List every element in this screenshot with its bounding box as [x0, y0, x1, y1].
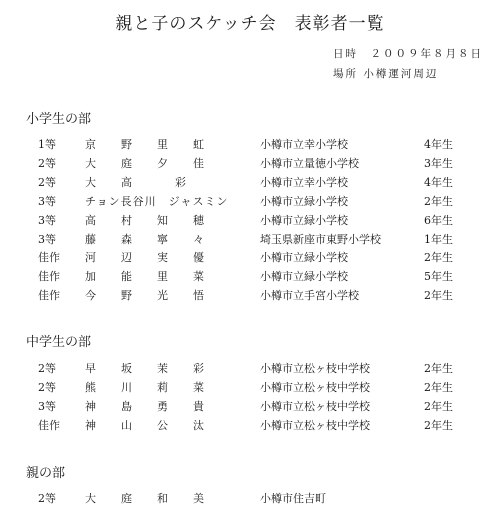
award-rank: 佳作 [38, 419, 60, 432]
document-title: 親と子のスケッチ会 表彰者一覧 [115, 14, 385, 34]
school-name: 小樽市立手宮小学校 [260, 289, 359, 302]
table-row [0, 193, 500, 211]
table-row [0, 249, 500, 267]
winner-name: 高 村 知 穂 [85, 214, 211, 227]
grade: 2年生 [424, 251, 453, 264]
award-rank: 2等 [38, 176, 56, 189]
grade: 4年生 [424, 176, 453, 189]
award-rank: 3等 [38, 233, 56, 246]
school-name: 小樽市立松ヶ枝中学校 [260, 400, 370, 413]
grade: 3年生 [424, 157, 453, 170]
school-name: 小樽市立松ヶ枝中学校 [260, 419, 370, 432]
table-row [0, 174, 500, 192]
school-name: 小樽市立量徳小学校 [260, 157, 359, 170]
table-row [0, 212, 500, 230]
winner-name: 今 野 光 悟 [85, 289, 211, 302]
school-name: 小樽市立幸小学校 [260, 176, 348, 189]
section-heading-junior-high: 中学生の部 [26, 335, 92, 350]
event-place: 場所 小樽運河周辺 [333, 68, 439, 80]
grade: 6年生 [424, 214, 453, 227]
table-row [0, 398, 500, 416]
grade: 2年生 [424, 400, 453, 413]
award-rank: 3等 [38, 214, 56, 227]
winner-name: 神 島 勇 貴 [85, 400, 211, 413]
school-name: 埼玉県新座市東野小学校 [260, 233, 381, 246]
table-row [0, 417, 500, 435]
grade: 2年生 [424, 362, 453, 375]
school-name: 小樽市立松ヶ枝中学校 [260, 362, 370, 375]
winner-name: 大 高 彩 [85, 176, 193, 189]
award-rank: 2等 [38, 492, 56, 505]
winner-name: 熊 川 莉 菜 [85, 381, 211, 394]
school-name: 小樽市立緑小学校 [260, 195, 348, 208]
award-rank: 2等 [38, 362, 56, 375]
award-rank: 佳作 [38, 270, 60, 283]
school-name: 小樽市立緑小学校 [260, 214, 348, 227]
grade: 2年生 [424, 381, 453, 394]
table-row [0, 231, 500, 249]
table-row [0, 379, 500, 397]
table-row [0, 490, 500, 508]
winner-name: 大 庭 和 美 [85, 492, 211, 505]
school-name: 小樽市立緑小学校 [260, 251, 348, 264]
school-name: 小樽市立松ヶ枝中学校 [260, 381, 370, 394]
award-rank: 3等 [38, 400, 56, 413]
winner-name: 河 辺 実 優 [85, 251, 211, 264]
grade: 1年生 [424, 233, 453, 246]
grade: 4年生 [424, 138, 453, 151]
grade: 2年生 [424, 289, 453, 302]
winner-name: チョン長谷川 ジャスミン [85, 195, 229, 208]
winner-name: 神 山 公 汰 [85, 419, 211, 432]
table-row [0, 268, 500, 286]
award-rank: 佳作 [38, 289, 60, 302]
winner-name: 早 坂 茉 彩 [85, 362, 211, 375]
section-heading-elementary: 小学生の部 [26, 112, 92, 127]
award-rank: 2等 [38, 157, 56, 170]
table-row [0, 287, 500, 305]
award-rank: 佳作 [38, 251, 60, 264]
award-rank: 1等 [38, 138, 56, 151]
address: 小樽市住吉町 [260, 492, 326, 505]
table-row [0, 155, 500, 173]
event-date: 日時 ２００９年８月８日 [333, 48, 483, 60]
award-rank: 2等 [38, 381, 56, 394]
school-name: 小樽市立幸小学校 [260, 138, 348, 151]
school-name: 小樽市立緑小学校 [260, 270, 348, 283]
grade: 2年生 [424, 195, 453, 208]
table-row [0, 136, 500, 154]
winner-name: 藤 森 寧 々 [85, 233, 211, 246]
winner-name: 大 庭 夕 佳 [85, 157, 211, 170]
table-row [0, 360, 500, 378]
grade: 5年生 [424, 270, 453, 283]
section-heading-parents: 親の部 [26, 466, 66, 481]
winner-name: 加 能 里 菜 [85, 270, 211, 283]
winner-name: 京 野 里 虹 [85, 138, 211, 151]
award-rank: 3等 [38, 195, 56, 208]
grade: 2年生 [424, 419, 453, 432]
